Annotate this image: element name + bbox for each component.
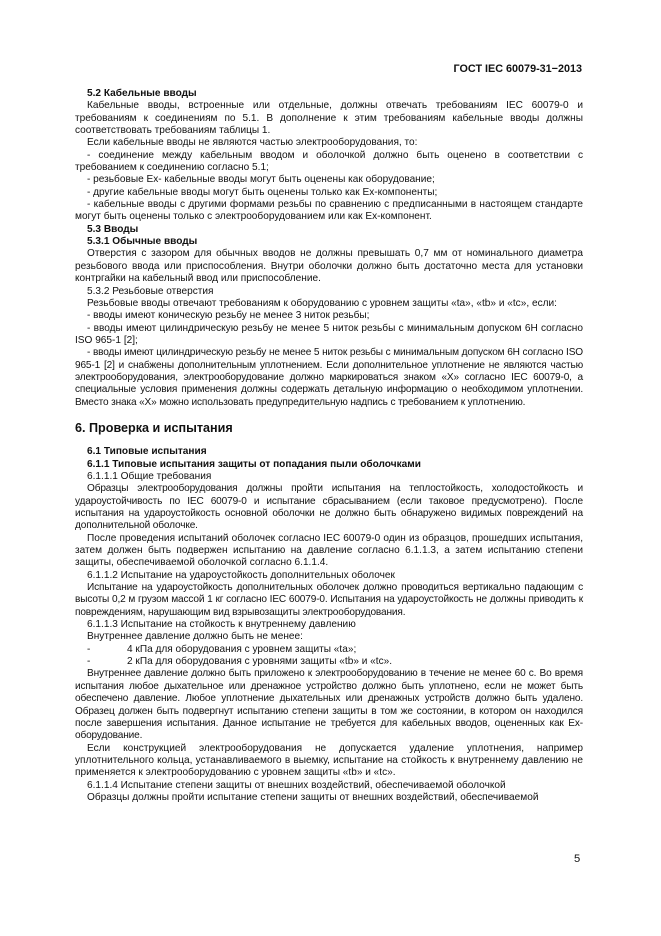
- section-6-1-1-2-title: 6.1.1.2 Испытание на удароустойкость дополнительных оболочек: [87, 569, 395, 581]
- list-item-text: 2 кПа для оборудования с уровнями защиты «tb» и «tc».: [127, 656, 393, 668]
- section-5-3-1-paragraph: Отверстия с зазором для обычных вводов не должны превышать 0,7 мм от номинального диаметра резьбового ввода или приспособления. Внутри оболочки должно быть достаточно места для установки контргайки на кабельный ввод или приспособление.: [75, 248, 583, 285]
- section-6-1-1-title: 6.1.1 Типовые испытания защиты от попадания пыли оболочками: [87, 458, 421, 470]
- section-6-1-1-4-title: 6.1.1.4 Испытание степени защиты от внешних воздействий, обеспечиваемой оболочкой: [87, 779, 506, 791]
- section-5-3-title: 5.3 Вводы: [87, 223, 139, 235]
- section-5-3-1-title: 5.3.1 Обычные вводы: [87, 236, 198, 248]
- section-5-2-paragraph-2: [75, 137, 583, 149]
- section-5-3-2-list-item-2: - вводы имеют цилиндрическую резьбу не менее 5 ниток резьбы с минимальным допуском 6Н согласно ISO 965-1 [2];: [75, 322, 583, 346]
- section-6-1-1-3-paragraph-1: Внутреннее давление должно быть не менее:: [87, 631, 303, 643]
- section-5-3-2-list-item-1: - вводы имеют коническую резьбу не менее 3 ниток резьбы;: [87, 310, 370, 322]
- section-6-1-1-1-title: 6.1.1.1 Общие требования: [87, 470, 212, 482]
- section-5-2-paragraph-1-text: Кабельные вводы, встроенные или отдельные, должны отвечать требованиям IEC 60079-0 и требованиям к соединениям по 5.1. В дополнение к этим требованиям кабельные вводы должны соответствовать требованиям таблицы 1.: [75, 100, 583, 137]
- section-5-2-list-item-1: - соединение между кабельным вводом и оболочкой должно быть оценено в соответствии с требованием к соединению согласно 5.1;: [75, 149, 583, 174]
- section-5-3-2-list-item-3: - вводы имеют цилиндрическую резьбу не менее 5 ниток резьбы с минимальным допуском 6Н согласно ISO 965-1 [2] и снабжены дополнительным уплотнением. Если дополнительное уплотнение не являются частью электрооборудования, электрооборудование должно маркироваться знаком «X» согласно IEC 60079-0, а специальные условия применения должны содержать детальную информацию о необходимом уплотнении. Вместо знака «X» можно использовать предупредительную надпись с требованием к уплотнению.: [75, 347, 583, 408]
- section-6-1-1-1-paragraph-1: Образцы электрооборудования должны пройти испытания на теплостойкость, холодостойкость и удароустойчивость по IEC 60079-0 и испытание сбрасыванием (если таковое предусмотрено). После испытания на удароустойкость основной оболочки не должно быть обнаружено видимых повреждений на дополнительной оболочке.: [75, 483, 583, 532]
- section-6-1-1-1-paragraph-2: После проведения испытаний оболочек согласно IEC 60079-0 один из образцов, прошедших испытания, затем должен быть подвержен испытанию на давление согласно 6.1.1.3, а затем испытанию степени защиты, обеспечиваемой оболочкой согласно 6.1.1.4.: [75, 532, 583, 569]
- section-5-2-list-item-3: - другие кабельные вводы могут быть оценены только как Ex-компоненты;: [87, 186, 438, 198]
- document-body: [75, 88, 583, 804]
- section-5-2-paragraph-1: [75, 100, 583, 137]
- section-5-2-paragraph-2-text: Если кабельные вводы не являются частью электрооборудования, то:: [87, 137, 418, 149]
- list-dash: -: [87, 643, 91, 655]
- section-6-title: 6. Проверка и испытания: [75, 420, 233, 435]
- section-6-1-1-3-list-item-1: [75, 644, 583, 656]
- section-5-2-list-item-2: - резьбовые Ex- кабельные вводы могут быть оценены как оборудование;: [87, 174, 435, 186]
- list-dash: -: [87, 656, 91, 668]
- section-6-1-1-3-list-item-2: [75, 656, 583, 668]
- section-5-2-list-item-4: - кабельные вводы с другими формами резьбы по сравнению с предписанными в настоящем стандарте могут быть оценены только с электрооборудованием или как Ex-компонент.: [75, 199, 583, 223]
- section-5-3-2-paragraph: Резьбовые вводы отвечают требованиям к оборудованию с уровнем защиты «ta», «tb» и «tc», если:: [87, 297, 557, 309]
- section-6-1-title: 6.1 Типовые испытания: [87, 446, 207, 458]
- section-6-1-1-2-paragraph: Испытание на удароустойкость дополнительных оболочек должно проводиться вертикально падающим с высоты 0,2 м грузом массой 1 кг согласно IEC 60079-0. Испытания на удароустойкость не должны приводить к повреждениям, нарушающим вид взрывозащиты электрооборудования.: [75, 582, 583, 618]
- page-number: 5: [574, 853, 581, 865]
- section-5-2-title: 5.2 Кабельные вводы: [87, 88, 197, 99]
- section-5-3-2-title: 5.3.2 Резьбовые отверстия: [87, 285, 214, 297]
- section-6-1-1-4-paragraph: Образцы должны пройти испытание степени защиты от внешних воздействий, обеспечиваемой: [87, 791, 539, 803]
- document-code-header: ГОСТ IEC 60079-31−2013: [453, 63, 582, 75]
- section-6-1-1-3-paragraph-2: Внутреннее давление должно быть приложено к электрооборудованию в течение не менее 60 с. Во время испытания любое дыхательное или дренажное устройство должно быть уплотнено, если не может быть обеспечено давление. Любое уплотнение дыхательных или дренажных устройств должно быть удалено. Образец должен быть подвергнут испытанию степени защиты в том же состоянии, в котором он находился после завершения испытания. Данное испытание не требуется для кабельных вводов, оцененных как Ex-оборудование.: [75, 668, 583, 742]
- list-item-text: 4 кПа для оборудования с уровнем защиты «ta»;: [127, 643, 357, 655]
- section-6-1-1-3-title: 6.1.1.3 Испытание на стойкость к внутреннему давлению: [87, 619, 356, 631]
- section-6-1-1-3-paragraph-3: Если конструкцией электрооборудования не допускается удаление уплотнения, например уплотнительного кольца, устанавливаемого в выемку, испытание на стойкость к внутреннему давлению не применяется к электрооборудованию с уровнем защиты «tb» и «tc».: [75, 742, 583, 779]
